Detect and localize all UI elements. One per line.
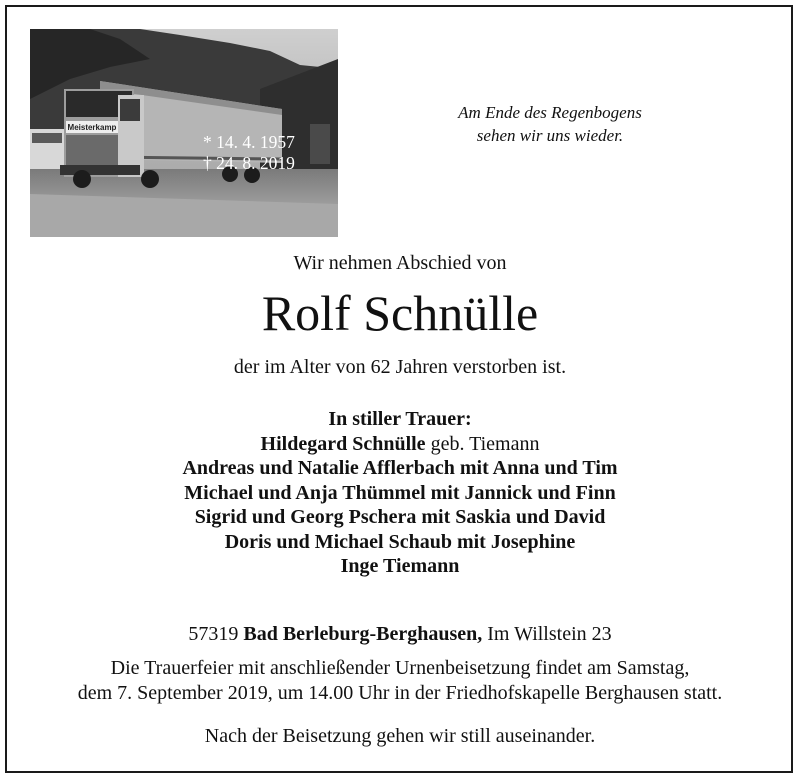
mourner-line-3: Sigrid und Georg Pschera mit Saskia und David <box>194 506 606 528</box>
closing-line: Nach der Beisetzung gehen wir still auseinander. <box>204 725 596 747</box>
mourner-line-5: Inge Tiemann <box>340 555 460 577</box>
birth-date: * 14. 4. 1957 <box>203 132 295 152</box>
mourner-line-0 <box>0 432 800 457</box>
mourner-line-1: Andreas und Natalie Afflerbach mit Anna und Tim <box>182 457 618 479</box>
age-line: der im Alter von 62 Jahren verstorben ist. <box>233 356 567 378</box>
funeral-line-1: Die Trauerfeier mit anschließender Urnenbeisetzung findet am Samstag, <box>110 657 690 679</box>
truck-lettering: Meisterkamp <box>67 123 117 132</box>
address-street: Im Willstein 23 <box>482 623 612 645</box>
address-line <box>0 623 800 646</box>
mourner-line-4: Doris und Michael Schaub mit Josephine <box>224 530 576 553</box>
mourner-maiden-name: geb. Tiemann <box>425 432 540 455</box>
deceased-name: Rolf Schnülle <box>261 285 539 341</box>
address-zip: 57319 <box>188 623 244 645</box>
truck-photo <box>30 29 338 237</box>
motto-line-1: Am Ende des Regenbogens <box>458 103 642 122</box>
life-dates <box>203 132 295 174</box>
motto <box>400 101 700 147</box>
death-date: † 24. 8. 2019 <box>203 153 295 173</box>
motto-line-2: sehen wir uns wieder. <box>476 126 624 145</box>
funeral-info <box>0 656 800 705</box>
mourner-name: Hildegard Schnülle <box>260 432 426 455</box>
mourners-heading: In stiller Trauer: <box>328 408 472 430</box>
intro-text: Wir nehmen Abschied von <box>293 252 507 274</box>
mourner-line-2: Michael und Anja Thümmel mit Jannick und Finn <box>184 481 616 504</box>
address-city: Bad Berleburg-Berghausen, <box>243 623 483 645</box>
mourners-block <box>0 407 800 579</box>
funeral-line-2: dem 7. September 2019, um 14.00 Uhr in der Friedhofskapelle Berghausen statt. <box>77 681 723 704</box>
